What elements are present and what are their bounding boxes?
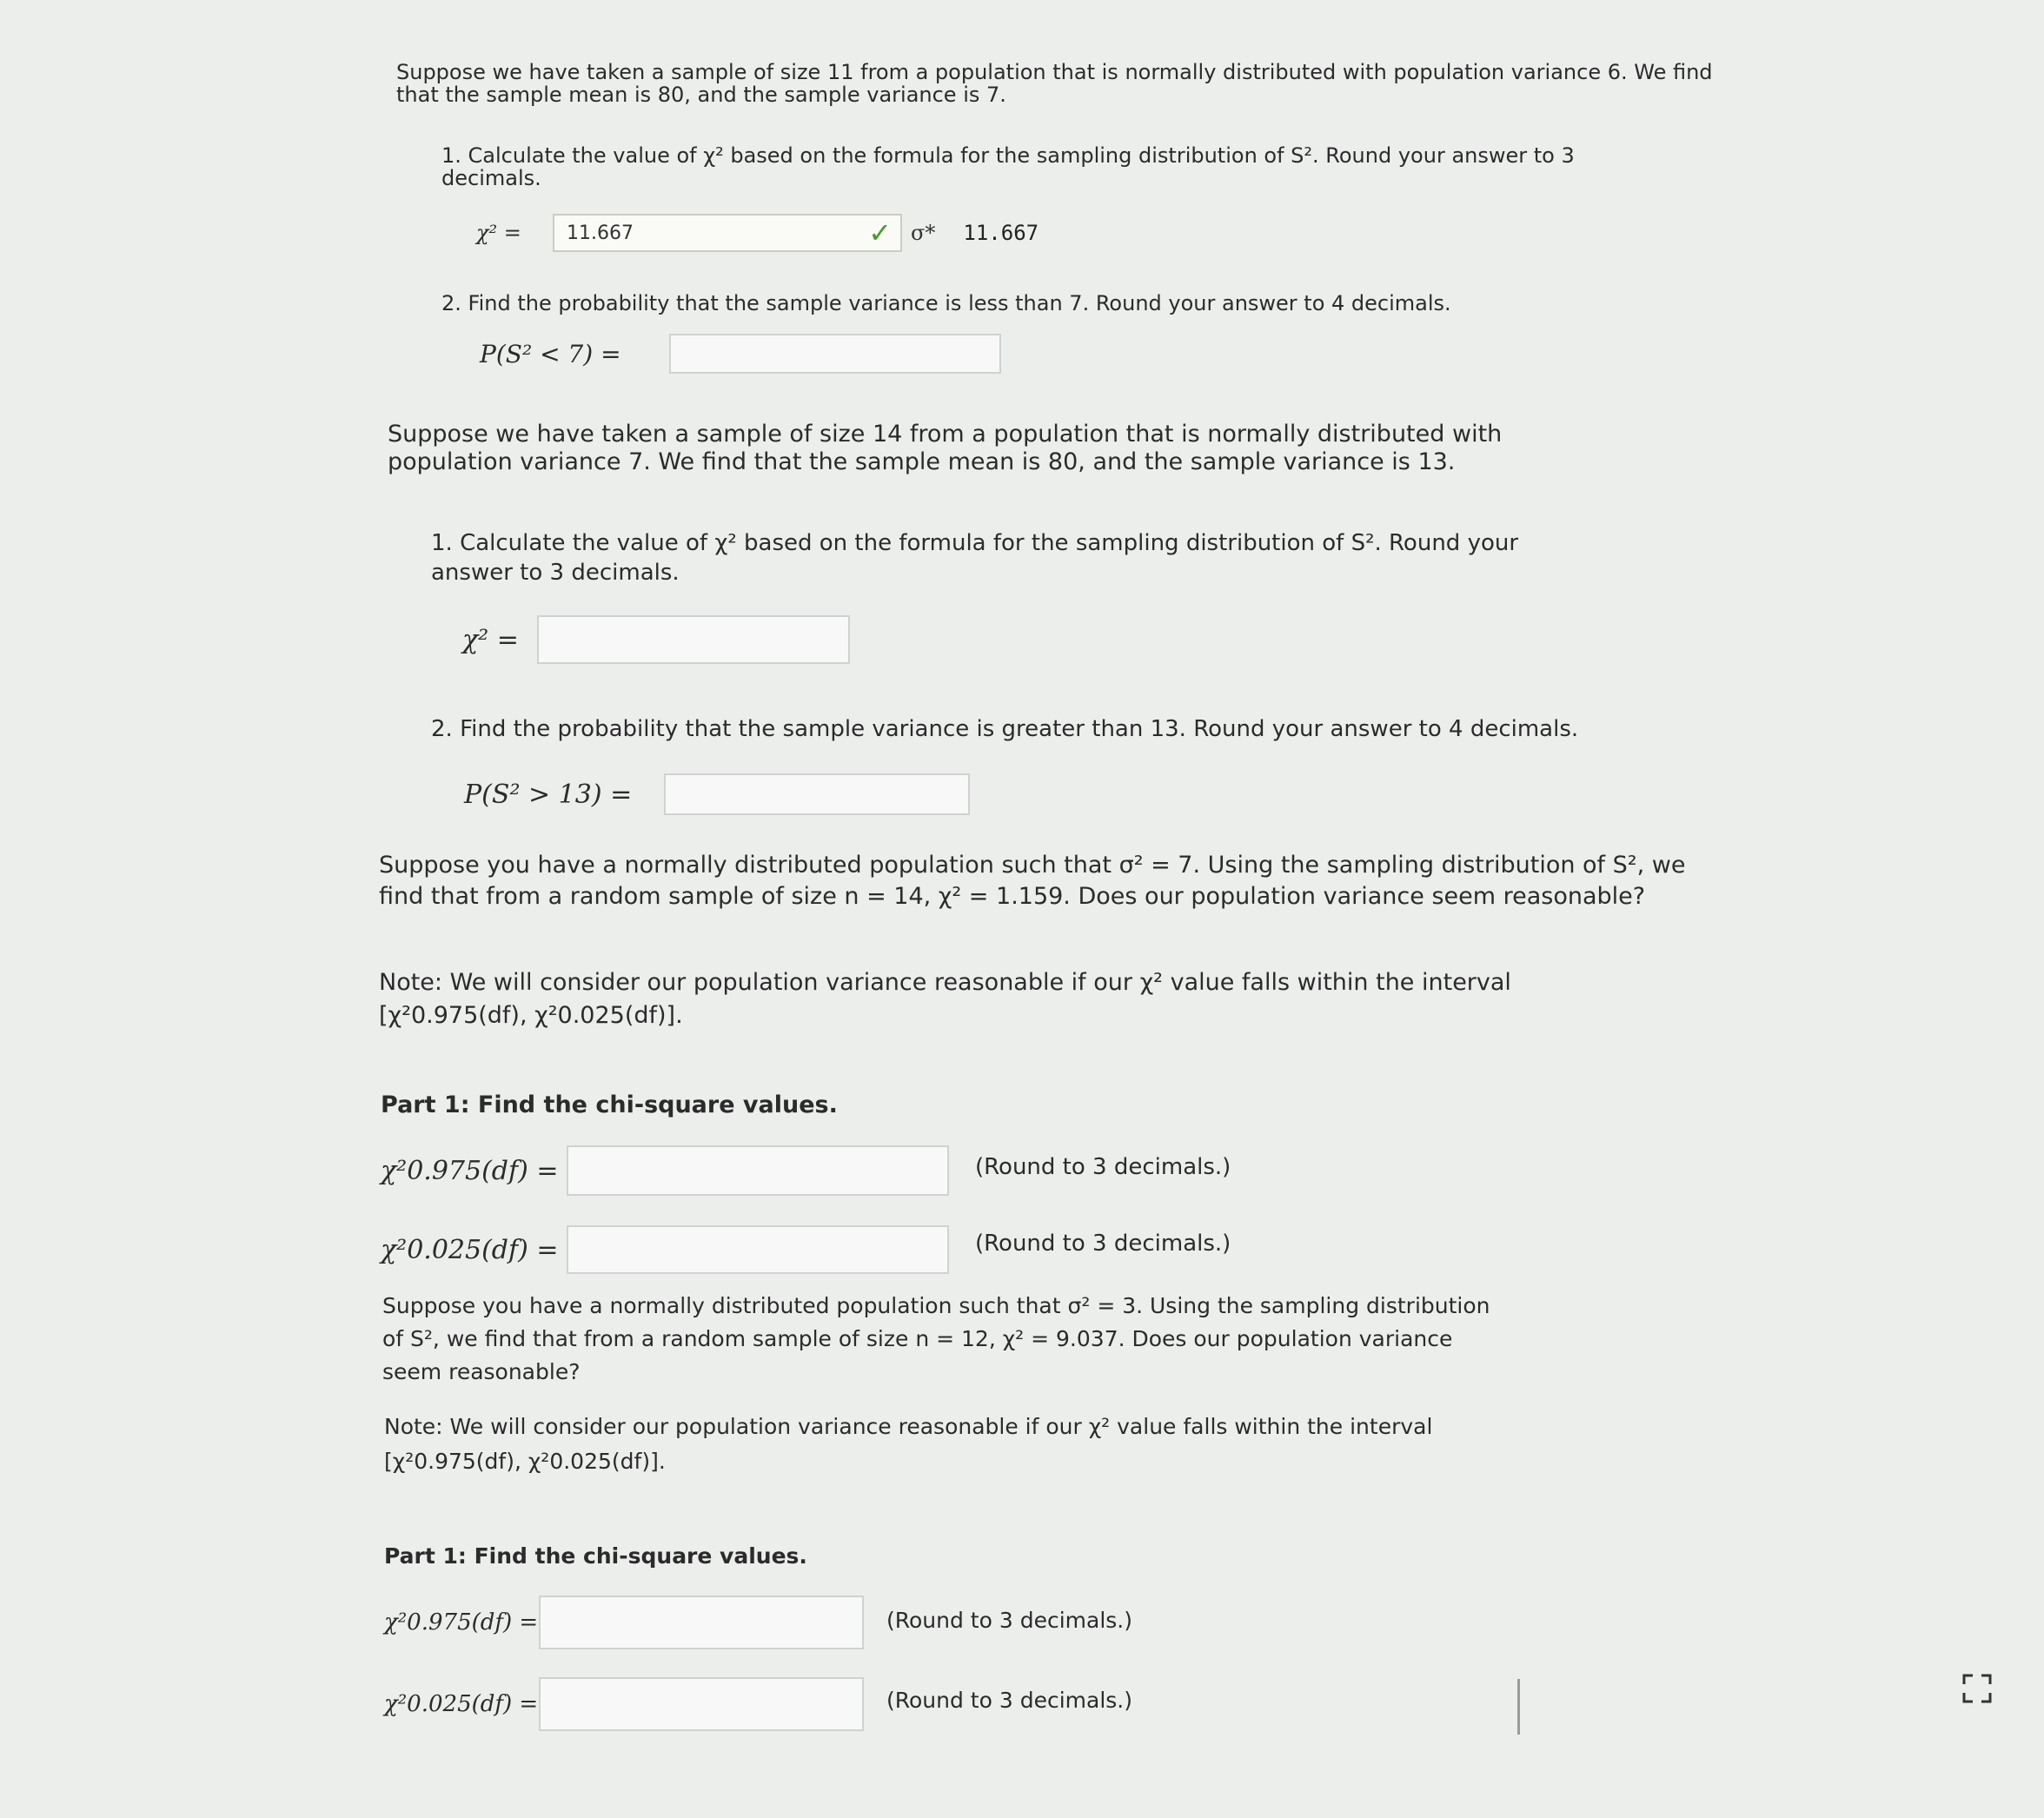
chi-square-025-label: χ²0.025(df) = [384,1691,539,1717]
problem4-part-title [384,1543,807,1569]
problem3-note-text: Note: We will consider our population variance reasonable if our χ² value falls within the interval [χ²0.975(df), χ²0.025(df)]. [379,969,1511,1029]
question-text: Find the probability that the sample variance is greater than 13. Round your answer to 4 decimals. [460,716,1579,742]
problem2-chi-row [462,615,850,664]
problem4-note-text: Note: We will consider our population variance reasonable if our χ² value falls within the interval [χ²0.975(df), χ²0.025(df)]. [384,1414,1433,1474]
expand-icon[interactable] [1962,1674,1992,1703]
question-text: Calculate the value of χ² based on the formula for the sampling distribution of S². Round your answer to 3 decimals. [431,530,1519,586]
problem4-note [384,1410,1479,1479]
chi-square-label: χ² = [476,221,521,245]
round-note: (Round to 3 decimals.) [886,1608,1132,1633]
problem1-question1 [441,144,1658,189]
round-note: (Round to 3 decimals.) [975,1231,1231,1257]
chi-square-input[interactable] [553,214,902,252]
round-note: (Round to 3 decimals.) [886,1688,1132,1713]
problem3-intro [379,850,1735,912]
chi-square-025-label: χ²0.025(df) = [381,1234,559,1265]
problem3-chi025-row [381,1225,949,1274]
chi-square-025-input[interactable] [567,1225,949,1274]
probability-label: P(S² < 7) = [480,339,621,368]
check-icon: ✓ [868,216,892,249]
chi-square-025-input[interactable] [539,1677,864,1731]
chi-square-975-input[interactable] [567,1145,949,1196]
problem1-chi-row [476,214,1039,252]
probability-input[interactable] [669,334,1001,374]
chi-square-975-label: χ²0.975(df) = [381,1155,559,1186]
part-title-text: Part 1: Find the chi-square values. [384,1543,807,1569]
problem1-prob-row [480,334,1001,374]
problem3-part-title [381,1091,838,1118]
problem4-chi025-row [384,1677,864,1731]
problem3-chi975-row [381,1145,949,1196]
problem4-intro [382,1290,1512,1389]
list-number: 1. [441,143,461,168]
problem4-intro-text: Suppose you have a normally distributed population such that σ² = 3. Using the sampling distribution of S², we find that from a random sample of size n = 12, χ² = 9.037. Does our population variance seem reasonable? [382,1293,1490,1384]
problem3-intro-text: Suppose you have a normally distributed population such that σ² = 7. Using the sampling distribution of S², we find that from a random sample of size n = 14, χ² = 1.159. Does our population variance seem reasonable? [379,852,1686,910]
question-text: Calculate the value of χ² based on the formula for the sampling distribution of S². Round your answer to 3 decimals. [441,143,1575,190]
part-title-text: Part 1: Find the chi-square values. [381,1091,838,1118]
problem4-chi975-row [384,1596,864,1649]
round-note: (Round to 3 decimals.) [975,1154,1231,1180]
chi-square-975-label: χ²0.975(df) = [384,1609,539,1636]
chi-square-label: χ² = [462,624,519,655]
problem2-question1 [431,528,1596,587]
probability-label: P(S² > 13) = [464,779,633,810]
problem2-intro-text: Suppose we have taken a sample of size 14 from a population that is normally distributed with population variance 7. We find that the sample mean is 80, and the sample variance is 13. [388,421,1503,475]
problem1-question2 [441,292,1658,315]
chi-square-input[interactable] [537,615,850,664]
revealed-answer: 11.667 [963,221,1039,245]
chi-square-975-input[interactable] [539,1596,864,1649]
problem2-prob-row [464,773,970,815]
problem2-question2 [431,714,1648,744]
probability-input[interactable] [664,773,970,815]
problem1-intro [396,61,1717,106]
list-number: 2. [441,291,461,315]
problem3-note [379,966,1665,1032]
chi-square-value: 11.667 [567,222,634,244]
divider [1517,1679,1520,1735]
sigma-reveal-icon[interactable]: σ* [911,221,936,245]
problem2-intro [388,421,1630,476]
question-text: Find the probability that the sample variance is less than 7. Round your answer to 4 decimals. [468,291,1451,315]
list-number: 1. [431,530,453,556]
problem1-intro-text: Suppose we have taken a sample of size 11 from a population that is normally distributed with population variance 6. We find that the sample mean is 80, and the sample variance is 7. [396,60,1713,107]
list-number: 2. [431,716,453,742]
